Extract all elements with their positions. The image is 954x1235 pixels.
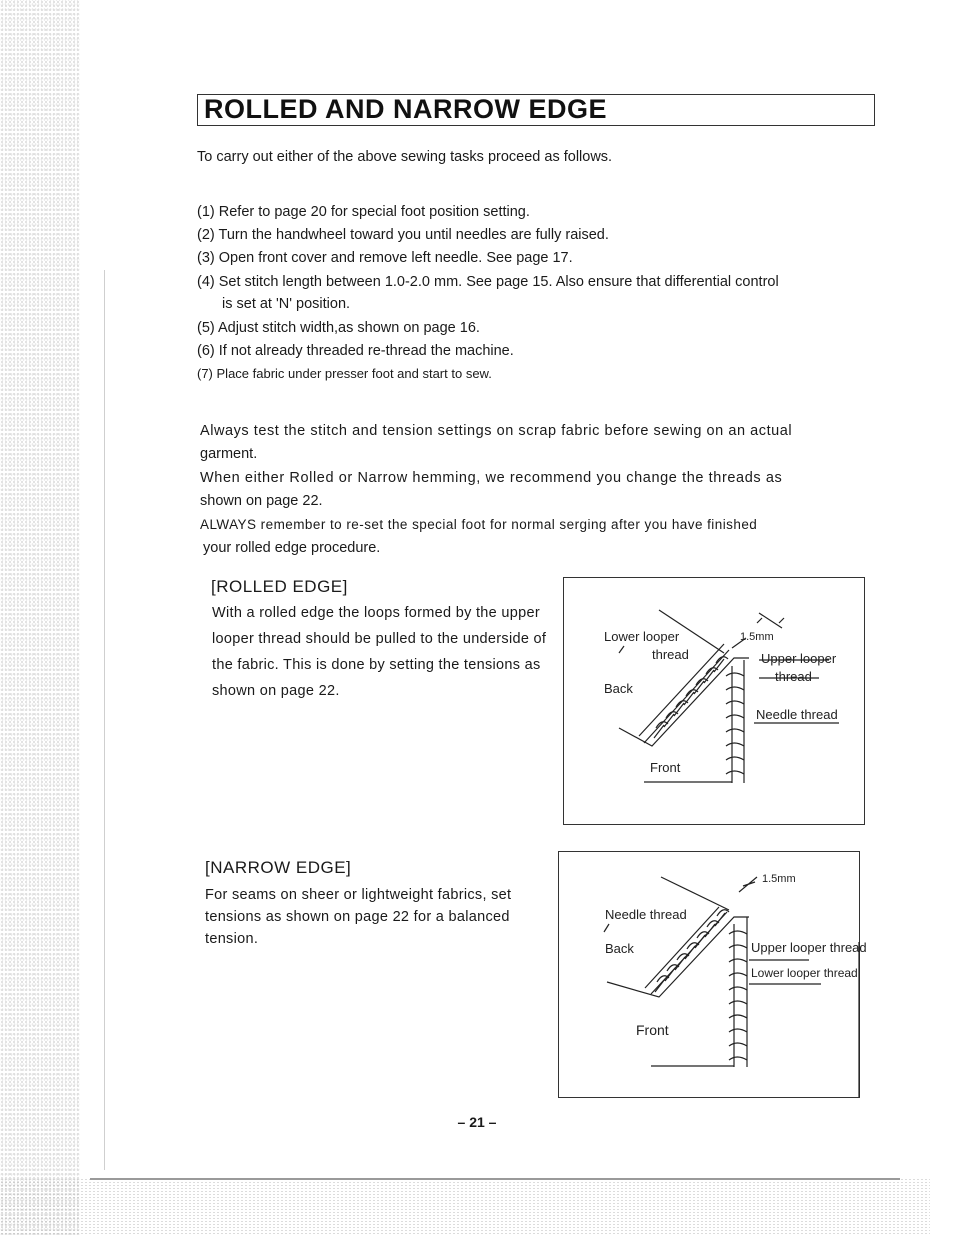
advice-line: Always test the stitch and tension settings on scrap fabric before sewing on an actual — [200, 423, 793, 439]
step-number: (6) — [197, 343, 215, 359]
step-number: (7) — [197, 366, 213, 381]
narrow-edge-heading: [NARROW EDGE] — [205, 858, 352, 877]
step-item — [197, 273, 779, 291]
rolled-edge-heading: [ROLLED EDGE] — [211, 577, 348, 596]
step-number: (2) — [197, 227, 215, 243]
step-continuation: is set at 'N' position. — [222, 296, 351, 312]
label-needle-thread: Needle thread — [605, 907, 687, 922]
label-lower-looper-thread: thread — [652, 647, 689, 662]
advice-line: ALWAYS remember to re-set the special foot for normal serging after you have finished — [200, 517, 758, 532]
scan-noise-left — [0, 0, 80, 1235]
rolled-edge-figure — [563, 577, 865, 825]
page-title: ROLLED AND NARROW EDGE — [204, 94, 607, 124]
intro-text: To carry out either of the above sewing tasks proceed as follows. — [197, 149, 613, 165]
step-item — [197, 249, 573, 267]
step-item — [197, 365, 492, 383]
advice-line: When either Rolled or Narrow hemming, we recommend you change the threads as — [200, 470, 783, 486]
label-measure: 1.5mm — [762, 873, 796, 885]
step-item — [197, 342, 514, 360]
step-number: (3) — [197, 250, 215, 266]
step-item — [197, 319, 480, 337]
label-upper-looper-thread: thread — [775, 669, 812, 684]
label-upper-looper-thread: Upper looper thread — [751, 940, 867, 955]
step-text: Place fabric under presser foot and start to sew. — [216, 366, 492, 381]
narrow-edge-body: For seams on sheer or lightweight fabrics, set tensions as shown on page 22 for a balanced tension. — [205, 887, 512, 947]
label-lower-looper: Lower looper — [604, 629, 680, 644]
label-upper-looper: Upper looper — [761, 651, 837, 666]
binding-shadow — [104, 270, 105, 1170]
step-text: Turn the handwheel toward you until needles are fully raised. — [218, 227, 609, 243]
label-measure: 1.5mm — [740, 631, 774, 643]
rolled-edge-illustration — [564, 578, 866, 826]
narrow-edge-figure — [558, 851, 867, 1098]
step-text: Open front cover and remove left needle. See page 17. — [218, 250, 573, 266]
step-number: (5) — [197, 320, 215, 336]
rolled-edge-body: With a rolled edge the loops formed by the upper looper thread should be pulled to the underside of the fabric. This is done by setting the tensions as shown on page 22. — [212, 605, 547, 699]
step-number: (4) — [197, 274, 215, 290]
step-item — [197, 203, 530, 221]
advice-line: garment. — [200, 446, 258, 462]
advice-line: your rolled edge procedure. — [203, 540, 381, 556]
step-number: (1) — [197, 204, 215, 220]
page-edge-line — [90, 1178, 900, 1180]
step-text: If not already threaded re-thread the machine. — [218, 343, 514, 359]
step-text: Set stitch length between 1.0-2.0 mm. See page 15. Also ensure that differential control — [218, 274, 779, 290]
label-lower-looper-thread: Lower looper thread — [751, 966, 858, 980]
step-item — [197, 226, 609, 244]
scan-noise-bottom — [0, 1178, 930, 1235]
label-back: Back — [604, 681, 633, 696]
step-text: Adjust stitch width,as shown on page 16. — [217, 320, 480, 336]
label-back: Back — [605, 941, 634, 956]
title-box — [197, 94, 875, 126]
step-text: Refer to page 20 for special foot position setting. — [218, 204, 530, 220]
label-front: Front — [636, 1022, 669, 1038]
advice-line: shown on page 22. — [200, 493, 323, 509]
label-needle-thread: Needle thread — [756, 707, 838, 722]
page-number: – 21 – — [457, 1114, 497, 1130]
label-front: Front — [650, 760, 681, 775]
